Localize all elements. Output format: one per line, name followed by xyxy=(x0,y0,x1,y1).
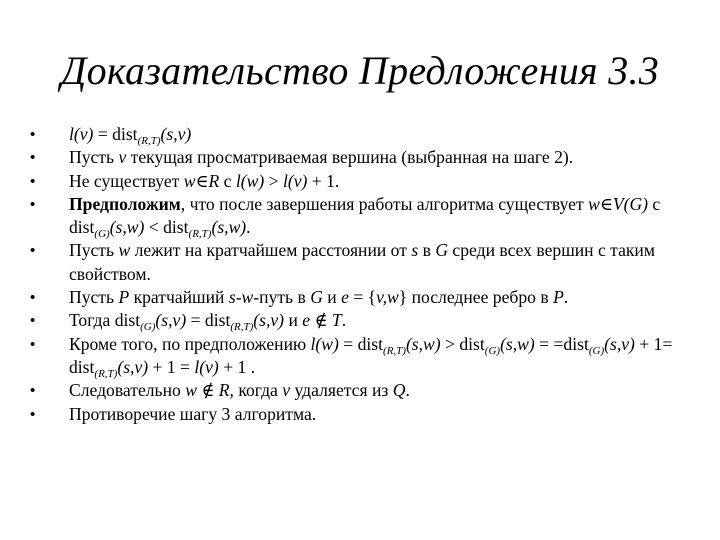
bullet-text: = dist xyxy=(338,333,384,354)
math-variable: R xyxy=(208,170,220,191)
math-variable: v xyxy=(118,147,127,168)
math-variable: l(v) xyxy=(282,170,308,191)
math-variable: w xyxy=(183,170,196,191)
bullet-text: Пусть xyxy=(69,147,119,168)
bullet-text: + 1. xyxy=(307,170,340,191)
bullet-text: и xyxy=(284,310,303,331)
math-variable: (s,w) xyxy=(211,217,247,238)
math-variable: G xyxy=(435,240,449,261)
bullet-text: Предположим xyxy=(69,193,181,214)
bullet-text: = =dist xyxy=(534,333,589,354)
bullet-text: Пусть xyxy=(69,287,119,308)
math-variable: w xyxy=(241,287,254,308)
subscript-text: (G) xyxy=(140,321,156,334)
bullet-item xyxy=(30,286,700,309)
bullet-text: Кроме того, по предположению xyxy=(69,333,311,354)
bullet-item xyxy=(30,379,700,402)
math-variable: (s,w) xyxy=(405,333,441,354)
bullet-text: кратчайший xyxy=(129,287,229,308)
math-variable: G xyxy=(310,287,323,308)
bullet-item xyxy=(30,239,700,286)
bullet-text: Тогда dist xyxy=(69,310,141,331)
subscript-text: (R,T) xyxy=(230,321,254,334)
math-variable: Q xyxy=(392,380,406,401)
math-variable: w xyxy=(118,240,131,261)
bullet-item xyxy=(30,193,700,240)
bullet-item xyxy=(30,123,700,146)
bullet-text: > xyxy=(264,170,283,191)
bullet-text: = { xyxy=(348,287,377,308)
bullet-text: Не существует xyxy=(69,170,184,191)
math-variable: l(w) xyxy=(235,170,265,191)
math-variable: (s,v) xyxy=(253,310,285,331)
subscript-text: (R,T) xyxy=(383,344,406,357)
bullet-text: > dist xyxy=(440,333,485,354)
math-variable: (s,v) xyxy=(160,124,192,144)
bullet-text: ∈ xyxy=(195,170,209,191)
bullet-text: . xyxy=(341,310,347,331)
math-variable: w xyxy=(588,193,600,214)
math-variable: (s,w) xyxy=(109,217,145,238)
math-variable: T xyxy=(331,310,342,331)
bullet-text: . xyxy=(405,380,410,401)
math-variable: w xyxy=(185,380,197,401)
math-variable: v,w xyxy=(376,287,399,308)
bullet-item xyxy=(30,309,700,332)
bullet-text: , что после завершения работы алгоритма существует xyxy=(180,193,589,214)
subscript-text: (R,T) xyxy=(137,135,161,147)
math-variable: v xyxy=(282,380,291,401)
bullet-text: -путь в xyxy=(253,287,311,308)
bullet-item xyxy=(30,333,700,380)
bullet-text: ∉ xyxy=(310,310,332,331)
bullet-item xyxy=(30,403,700,426)
math-variable: s xyxy=(411,240,419,261)
subscript-text: (R,T) xyxy=(188,228,212,241)
bullet-text: + 1 = xyxy=(148,356,195,377)
math-variable: P xyxy=(118,287,130,308)
bullet-list xyxy=(30,123,700,426)
bullet-text: . xyxy=(563,287,569,308)
math-variable: e xyxy=(302,310,311,331)
bullet-text: } последнее ребро в xyxy=(398,287,554,308)
bullet-text: с xyxy=(219,170,236,191)
bullet-text: в xyxy=(418,240,436,261)
bullet-text: + 1 . xyxy=(218,356,256,377)
bullet-text: Следовательно xyxy=(69,380,186,401)
bullet-text: с dist xyxy=(69,193,661,238)
math-variable: P xyxy=(553,287,564,308)
math-variable: (s,w) xyxy=(500,333,535,354)
bullet-text: лежит на кратчайшем расстоянии от xyxy=(130,240,412,261)
bullet-text: = dist xyxy=(186,310,231,331)
bullet-text: - xyxy=(235,287,242,308)
bullet-text: < dist xyxy=(144,217,189,238)
bullet-text: и xyxy=(322,287,342,308)
math-variable: l(v) xyxy=(69,124,94,144)
math-variable: s xyxy=(228,287,236,308)
bullet-text: = dist xyxy=(93,124,138,144)
math-variable: (s,v) xyxy=(155,310,187,331)
bullet-text: текущая просматриваемая вершина (выбранная на шаге 2). xyxy=(126,147,574,168)
math-variable: l(w) xyxy=(310,333,339,354)
subscript-text: (G) xyxy=(588,344,605,357)
bullet-text: . xyxy=(246,217,251,238)
subscript-text: (G) xyxy=(94,228,110,241)
bullet-text: удаляется из xyxy=(290,380,393,401)
bullet-text: + 1= dist xyxy=(69,333,673,377)
math-variable: (s,v) xyxy=(604,333,635,354)
slide-title: Доказательство Предложения 3.3 xyxy=(60,48,660,93)
subscript-text: (R,T) xyxy=(94,367,118,380)
bullet-text: Противоречие шагу 3 алгоритма. xyxy=(69,403,317,424)
math-variable: e xyxy=(341,287,349,308)
subscript-text: (G) xyxy=(484,344,501,357)
math-variable: V(G) xyxy=(612,193,649,214)
bullet-item xyxy=(30,146,700,169)
bullet-text: , когда xyxy=(229,380,283,401)
bullet-item xyxy=(30,170,700,193)
bullet-text: ∉ xyxy=(196,380,219,401)
bullet-text: среди всех вершин с таким свойством. xyxy=(69,240,655,284)
math-variable: (s,v) xyxy=(117,356,149,377)
bullet-text: Пусть xyxy=(69,240,119,261)
bullet-text: ∈ xyxy=(599,193,613,214)
math-variable: l(v) xyxy=(194,356,219,377)
math-variable: R xyxy=(218,380,230,401)
